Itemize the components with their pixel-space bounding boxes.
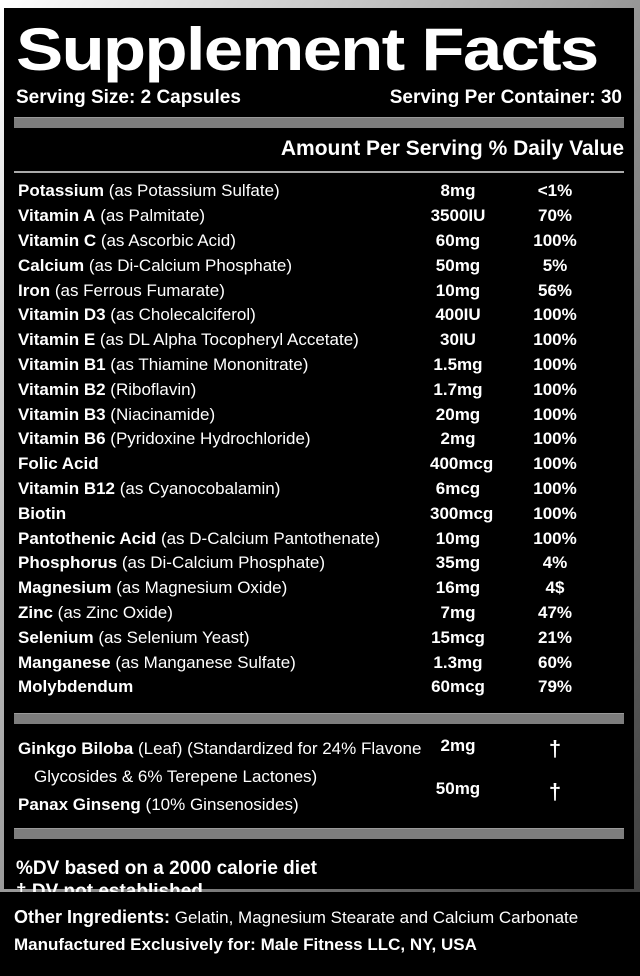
nutrient-daily-value: 60% <box>537 652 573 672</box>
nutrient-amount: 20mg <box>435 404 481 424</box>
divider-bar-bottom <box>14 828 624 839</box>
nutrient-amount: 1.5mg <box>433 354 483 374</box>
nutrient-name: Phosphorus (as Di-Calcium Phosphate) <box>18 553 326 573</box>
nutrient-daily-value: 100% <box>533 354 577 374</box>
nutrient-amount: 3500IU <box>430 206 486 226</box>
nutrient-name: Vitamin B6 (Pyridoxine Hydrochloride) <box>18 429 311 449</box>
nutrient-row <box>14 179 624 204</box>
nutrient-amount: 400mcg <box>430 454 494 474</box>
nutrient-daily-value: 79% <box>537 677 573 697</box>
nutrient-name: Selenium (as Selenium Yeast) <box>18 627 250 647</box>
nutrient-daily-value: 56% <box>537 280 573 300</box>
botanical-amount: 50mg <box>435 778 481 798</box>
nutrient-row <box>14 377 624 402</box>
nutrient-amount: 6mcg <box>435 478 481 498</box>
nutrient-daily-value: 21% <box>537 627 573 647</box>
nutrient-row <box>14 204 624 229</box>
nutrient-daily-value: 100% <box>533 230 577 250</box>
nutrient-daily-value: 100% <box>533 379 577 399</box>
nutrient-row <box>14 402 624 427</box>
nutrient-name: Folic Acid <box>18 454 99 474</box>
nutrient-name: Calcium (as Di-Calcium Phosphate) <box>18 255 292 275</box>
nutrient-amount: 8mg <box>440 181 476 201</box>
nutrient-daily-value: 4$ <box>545 578 565 598</box>
nutrient-name: Magnesium (as Magnesium Oxide) <box>18 578 288 598</box>
nutrient-amount: 10mg <box>435 528 481 548</box>
nutrient-name: Molybdendum <box>18 677 134 697</box>
nutrient-row <box>14 303 624 328</box>
nutrient-name: Biotin <box>18 503 67 523</box>
nutrient-daily-value: 100% <box>533 454 577 474</box>
nutrient-daily-value: 100% <box>533 330 577 350</box>
nutrient-row <box>14 477 624 502</box>
nutrient-amount: 60mg <box>435 230 481 250</box>
nutrient-row <box>14 229 624 254</box>
supplement-facts-panel <box>4 8 634 889</box>
nutrient-amount: 300mcg <box>430 503 494 523</box>
nutrient-name: Vitamin A (as Palmitate) <box>18 206 206 226</box>
other-ingredients-value: Gelatin, Magnesium Stearate and Calcium Carbonate <box>170 908 579 927</box>
botanical-daily-value: † <box>548 735 562 761</box>
nutrient-row <box>14 625 624 650</box>
botanical-amount: 2mg <box>440 735 476 755</box>
nutrient-amount: 30IU <box>440 330 476 350</box>
nutrient-amount: 1.7mg <box>433 379 483 399</box>
nutrient-row <box>14 576 624 601</box>
botanical-name: Ginkgo Biloba (Leaf) (Standardized for 24% Flavone <box>18 738 422 758</box>
nutrient-name: Vitamin B12 (as Cyanocobalamin) <box>18 478 281 498</box>
nutrient-row <box>14 353 624 378</box>
nutrient-daily-value: 47% <box>537 602 573 622</box>
nutrient-daily-value: 100% <box>533 478 577 498</box>
serving-row <box>16 87 622 109</box>
nutrient-amount: 60mcg <box>431 677 485 697</box>
nutrient-amount: 16mg <box>435 578 481 598</box>
botanical-section <box>14 724 624 828</box>
nutrient-row <box>14 601 624 626</box>
botanical-name: Panax Ginseng (10% Ginsenosides) <box>18 794 299 814</box>
nutrient-row <box>14 526 624 551</box>
nutrient-amount: 1.3mg <box>433 652 483 672</box>
nutrient-daily-value: 100% <box>533 305 577 325</box>
serving-size-text: Serving Size: 2 Capsules <box>16 87 241 108</box>
nutrient-daily-value: 100% <box>533 404 577 424</box>
nutrient-row <box>14 501 624 526</box>
nutrient-name: Potassium (as Potassium Sulfate) <box>18 181 280 201</box>
nutrient-amount: 15mcg <box>431 627 485 647</box>
nutrient-daily-value: <1% <box>537 181 573 201</box>
nutrient-name: Vitamin B1 (as Thiamine Mononitrate) <box>18 354 309 374</box>
nutrient-row <box>14 452 624 477</box>
botanical-table <box>14 736 624 818</box>
other-ingredients-label: Other Ingredients: <box>14 907 171 927</box>
dv-footnote: %DV based on a 2000 calorie diet <box>16 857 317 879</box>
nutrient-row <box>14 675 624 700</box>
title-wrap <box>16 16 624 83</box>
nutrient-amount: 35mg <box>435 553 481 573</box>
nutrient-name: Vitamin B2 (Riboflavin) <box>18 379 197 399</box>
botanical-name-line2: Glycosides & 6% Terepene Lactones) <box>34 766 318 786</box>
other-ingredients-line <box>14 905 626 930</box>
botanical-daily-value: † <box>548 778 562 804</box>
nutrient-name: Vitamin E (as DL Alpha Tocopheryl Accetate) <box>18 330 359 350</box>
nutrient-amount: 2mg <box>440 429 476 449</box>
nutrient-amount: 400IU <box>435 305 481 325</box>
nutrient-name: Vitamin B3 (Niacinamide) <box>18 404 216 424</box>
nutrient-amount: 10mg <box>435 280 481 300</box>
nutrient-daily-value: 4% <box>542 553 568 573</box>
nutrient-table <box>14 173 624 700</box>
nutrient-amount: 7mg <box>440 602 476 622</box>
nutrient-name: Vitamin D3 (as Cholecalciferol) <box>18 305 256 325</box>
column-header: Amount Per Serving % Daily Value <box>280 137 624 160</box>
nutrient-row <box>14 551 624 576</box>
footer-area <box>0 892 640 955</box>
nutrient-name: Pantothenic Acid (as D-Calcium Pantothenate) <box>18 528 381 548</box>
nutrient-daily-value: 5% <box>542 255 568 275</box>
nutrient-name: Vitamin C (as Ascorbic Acid) <box>18 230 236 250</box>
nutrient-daily-value: 100% <box>533 528 577 548</box>
divider-bar-middle <box>14 713 624 724</box>
nutrient-daily-value: 100% <box>533 429 577 449</box>
nutrient-row <box>14 650 624 675</box>
servings-per-container-text: Serving Per Container: 30 <box>389 87 622 108</box>
divider-bar-top <box>14 117 624 128</box>
nutrient-row <box>14 253 624 278</box>
nutrient-name: Iron (as Ferrous Fumarate) <box>18 280 225 300</box>
nutrient-amount: 50mg <box>435 255 481 275</box>
page-title: Supplement Facts <box>16 16 598 83</box>
nutrient-name: Zinc (as Zinc Oxide) <box>18 602 173 622</box>
nutrient-name: Manganese (as Manganese Sulfate) <box>18 652 296 672</box>
nutrient-row <box>14 278 624 303</box>
nutrient-daily-value: 70% <box>537 206 573 226</box>
nutrient-row <box>14 427 624 452</box>
nutrient-row <box>14 328 624 353</box>
nutrient-daily-value: 100% <box>533 503 577 523</box>
manufactured-line: Manufactured Exclusively for: Male Fitness LLC, NY, USA <box>14 935 477 954</box>
